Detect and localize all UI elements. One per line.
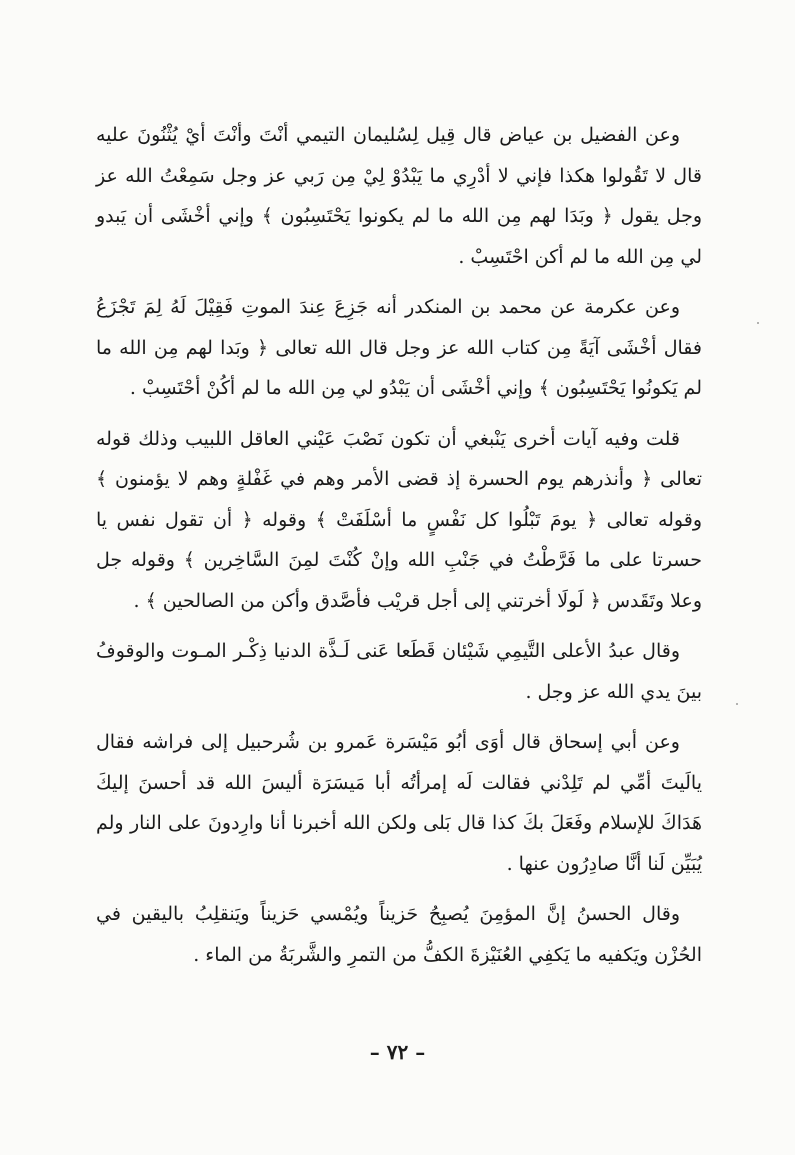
paragraph-verses: قلت وفيه آيات أخرى يَنْبغي أن تكون نَصْبَ عَيْني العاقل اللبيب وذلك قوله تعالى ﴿ وأنذرهم يوم الحسرة إذ قضى الأمر وهم في غَفْلةٍ وهم لا يؤمنون ﴾ وقوله تعالى ﴿ يومَ تَبْلُوا كل نَفْسٍ ما أسْلَفَتْ ﴾ وقوله ﴿ أن تقول نفس يا حسرتا على ما فَرَّطْتُ في جَنْبِ الله وإنْ كُنْتَ لمِنَ السَّاخِرين ﴾ وقوله جل وعلا وتَقَدس ﴿ لَولَا أخرتني إلى أجل قريْب فأصَّدق وأكن من الصالحين ﴾ . — [96, 427, 702, 612]
margin-mark — [736, 703, 738, 705]
paragraph-abd-al-ala: وقال عبدُ الأعلى التَّيمِي شَيْئان قَطَعا عَنى لَـذَّة الدنيا ذِكْـر المـوت والوقوفُ بينَ يدي الله عز وجل . — [96, 640, 702, 703]
paragraph-abu-maysara: وعن أبي إسحاق قال أوَى أبُو مَيْسَرة عَمرو بن شُرحبيل إلى فراشه فقال يالَيتَ أمِّي لم تَلِدْني فقالت لَه إمرأتُه أبا مَيسَرَة أليسَ الله قد أحسنَ إليكَ هَدَاكَ للإسلام وفَعَلَ بكَ كذا قال بَلى ولكن الله أخبرنا أنا وارِدونَ على النار ولم يُبَيِّن لَنا أنَّا صادِرُون عنها . — [96, 731, 702, 875]
page-number: – ٧٢ – — [369, 1040, 426, 1064]
paragraph-hasan: وقال الحسنُ إنَّ المؤمِنَ يُصبِحُ حَزيناً ويُمْسي حَزيناً ويَنقلِبُ باليقين في الحُزْن ويَكفيه ما يَكفِي العُنَيْزةَ الكفُّ من التمرِ والشَّربَةُ من الماء . — [96, 903, 702, 966]
paragraph-fudayl: وعن الفضيل بن عياض قال قِيل لِسُليمان التيمي أنْتَ وأنْتَ أيْ يُثْنُونَ عليه قال لا تَقُولوا هكذا فإني لا أدْرِي ما يَبْدُوْ لِيْ مِن رَبي عز وجل سَمِعْتُ الله عز وجل يقول ﴿ وبَدَا لهم مِن الله ما لم يكونوا يَحْتَسِبُون ﴾ وإني أخْشَى أن يَبدو لي مِن الله ما لم أكن احْتَسِبْ . — [96, 124, 702, 268]
margin-mark — [757, 322, 759, 324]
body-text — [96, 115, 702, 985]
paragraph-ikrima: وعن عكرمة عن محمد بن المنكدر أنه جَزِعَ عِندَ الموتِ فَقِيْلَ لَهُ لِمَ تَجْزَعُ فقال أخْشَى آيَةً مِن كتاب الله عز وجل قال الله تعالى ﴿ وبَدا لهم مِن الله ما لم يَكونُوا يَحْتَسِبُون ﴾ وإني أخْشَى أن يَبْدُو لي مِن الله ما لم أكُنْ أحْتَسِبْ . — [96, 296, 702, 399]
